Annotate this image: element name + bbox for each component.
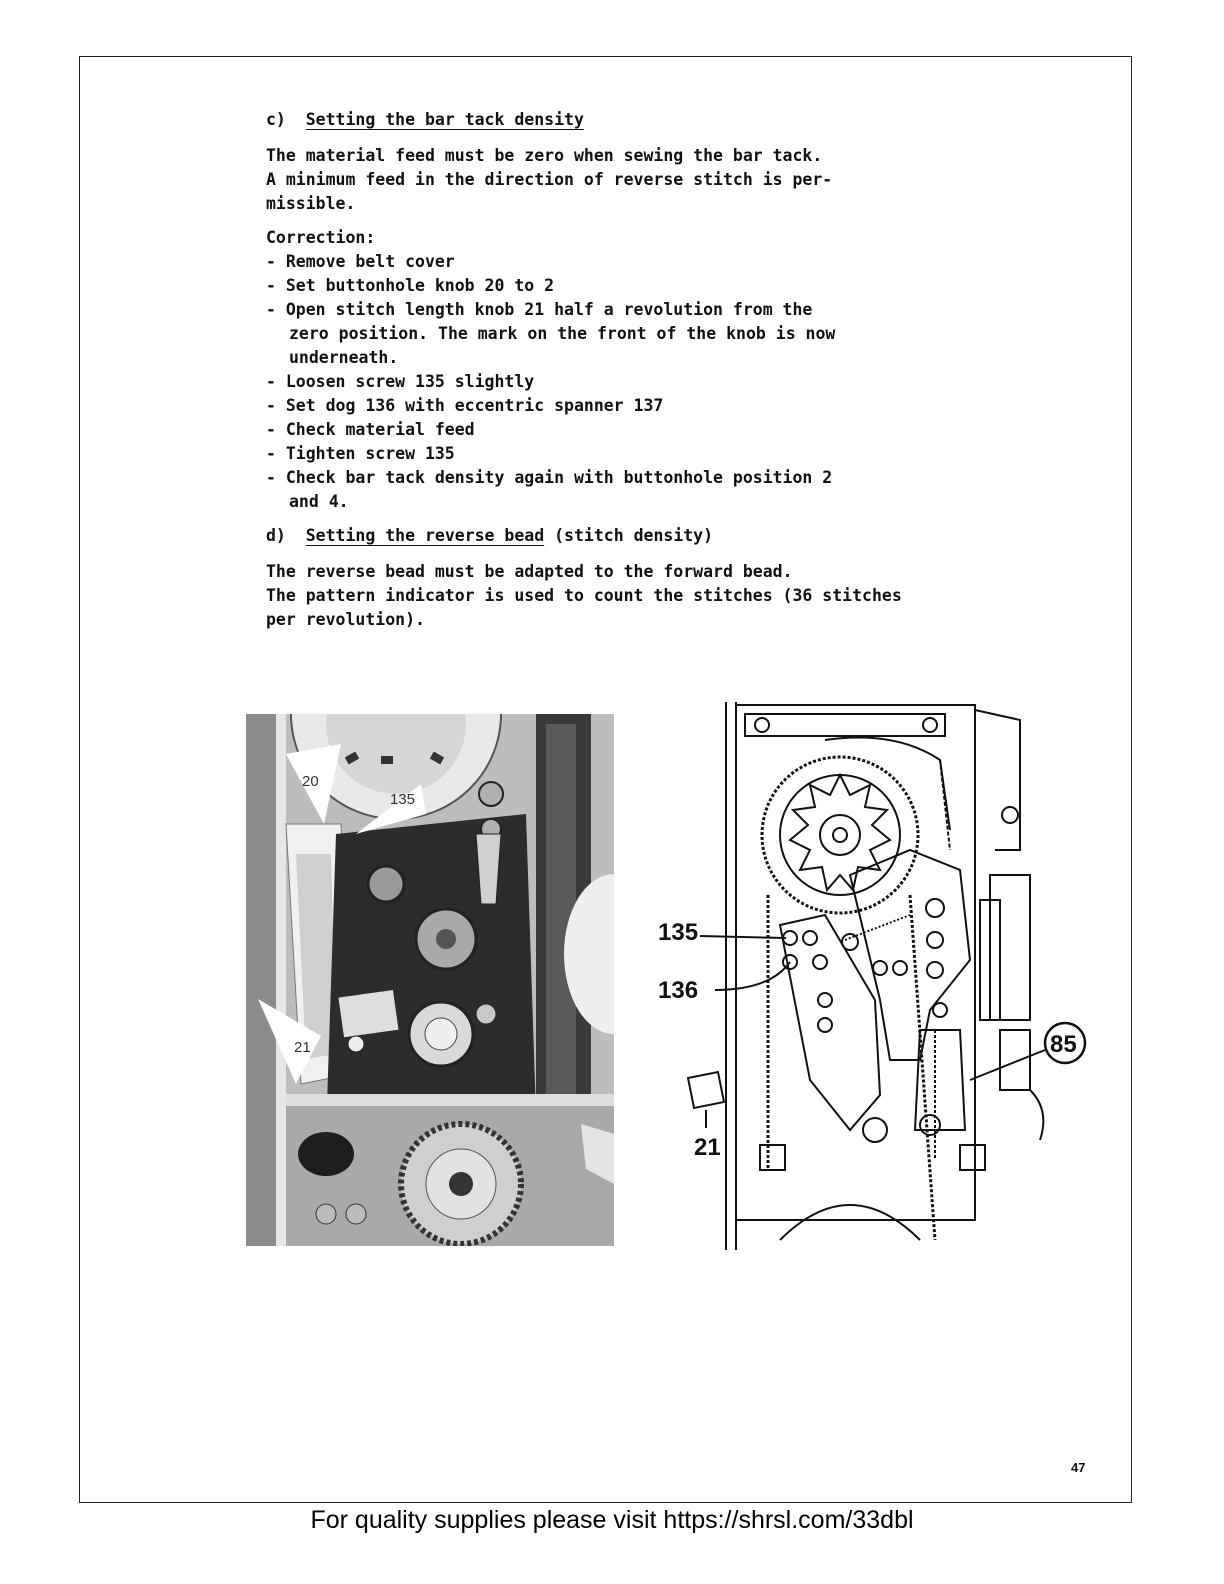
section-c-intro-line: missible. bbox=[266, 194, 356, 213]
photo-label-20: 20 bbox=[302, 773, 319, 790]
correction-step: - Tighten screw 135 bbox=[266, 444, 455, 463]
mechanism-photo-image bbox=[246, 714, 614, 1246]
correction-step: - Remove belt cover bbox=[266, 252, 455, 271]
section-c-intro-line: The material feed must be zero when sewing the bar tack. bbox=[266, 146, 823, 165]
mechanism-drawing-image bbox=[650, 700, 1090, 1255]
correction-step: - Check material feed bbox=[266, 420, 475, 439]
drawing-label-85: 85 bbox=[1050, 1031, 1077, 1058]
drawing-label-21: 21 bbox=[694, 1134, 721, 1161]
correction-step: - Loosen screw 135 slightly bbox=[266, 372, 535, 391]
footer-text: For quality supplies please visit https://shrsl.com/33dbl bbox=[310, 1506, 914, 1534]
section-d-title: Setting the reverse bead bbox=[305, 526, 545, 545]
mechanism-drawing bbox=[650, 700, 1090, 1255]
section-c-prefix: c) bbox=[266, 110, 286, 129]
section-d-title-suffix: (stitch density) bbox=[554, 526, 714, 545]
section-c-title: Setting the bar tack density bbox=[305, 110, 584, 129]
section-d-intro-line: per revolution). bbox=[266, 610, 425, 629]
correction-step: - Check bar tack density again with buttonhole position 2 and 4. bbox=[266, 468, 833, 511]
photo-label-135: 135 bbox=[390, 791, 416, 808]
mechanism-photo bbox=[246, 714, 614, 1246]
manual-text bbox=[266, 108, 1026, 642]
correction-label: Correction: bbox=[266, 228, 376, 247]
section-c-heading bbox=[266, 108, 1026, 132]
section-d-intro-line: The reverse bead must be adapted to the forward bead. bbox=[266, 562, 793, 581]
photo-label-21: 21 bbox=[294, 1039, 311, 1056]
drawing-label-135: 135 bbox=[658, 919, 699, 946]
section-c-intro bbox=[266, 144, 1026, 216]
correction-step: - Set dog 136 with eccentric spanner 137 bbox=[266, 396, 664, 415]
page-number: 47 bbox=[1071, 1460, 1086, 1475]
section-d-prefix: d) bbox=[266, 526, 286, 545]
section-d-intro-line: The pattern indicator is used to count the stitches (36 stitches bbox=[266, 586, 902, 605]
section-d-intro bbox=[266, 560, 1026, 632]
section-c-intro-line: A minimum feed in the direction of reverse stitch is per- bbox=[266, 170, 833, 189]
section-d-heading bbox=[266, 524, 1026, 548]
drawing-label-136: 136 bbox=[658, 977, 699, 1004]
correction-step: - Set buttonhole knob 20 to 2 bbox=[266, 276, 555, 295]
correction-step: - Open stitch length knob 21 half a revolution from the zero position. The mark on the front of the knob is now underneath. bbox=[266, 300, 836, 367]
correction-steps bbox=[266, 250, 1026, 514]
